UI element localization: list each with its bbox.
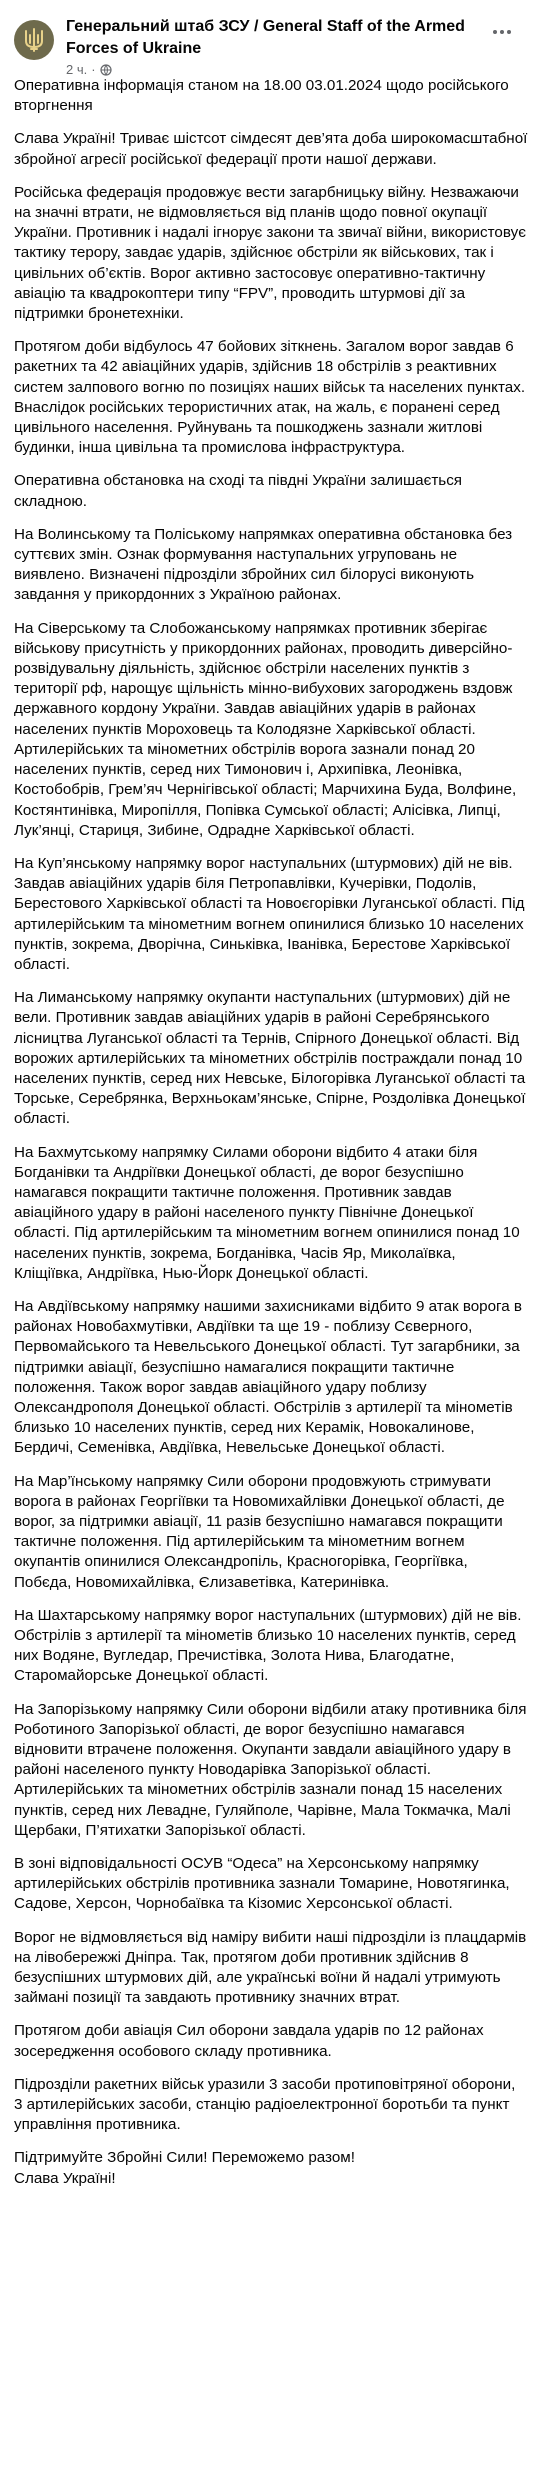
post-paragraph: Ворог не відмовляється від наміру вибити наші підрозділи із плацдармів на лівобережжі Дніпра. Так, протягом доби противник здійснив 8 безуспішних штурмових дій, але українські воїни й надалі утримують займані позиції та завдають противнику значних втрат. xyxy=(14,1928,527,2007)
more-options-button[interactable] xyxy=(486,16,518,48)
meta-separator: · xyxy=(91,62,96,77)
post-paragraph: На Мар’їнському напрямку Сили оборони продовжують стримувати ворога в районах Георгіївки та Новомихайлівки Донецької області, де ворог, за підтримки авіації, 11 разів безуспішно намагався покращити тактичне положення. Під артилерійським та мінометним вогнем окупантів опинилися Олександропіль, Красногорівка, Георгіївка, Побєда, Новомихайлівка, Єлизаветівка, Катеринівка. xyxy=(14,1472,505,1591)
post-paragraph: На Авдіївському напрямку нашими захисниками відбито 9 атак ворога в районах Новобахмутівки, Авдіївки та ще 19 - поблизу Сєверного, Первомайського та Невельського Донецької області. Тут загарбники, за підтримки авіації, безуспішно намагалися покращити тактичне положення. Також ворог завдав авіаційного удару поблизу Олександрополя Донецької області. Обстрілів з артилерії та мінометів близько 10 населених пунктів, серед них Керамік, Новокалинове, Бердичі, Семенівка, Авдіївка, Невельське Донецької області. xyxy=(14,1297,522,1457)
post-paragraph: На Куп’янському напрямку ворог наступальних (штурмових) дій не вів. Завдав авіаційних ударів біля Петропавлівки, Кучерівки, Подолів, Берестового Харківської області та Новоєгорівки Луганської області. Під артилерійським та мінометним вогнем опинилися близько 10 населених пунктів, зокрема, Дворічна, Синьківка, Іванівка, Берестове Харківської області. xyxy=(14,854,525,973)
post-paragraph: На Шахтарському напрямку ворог наступальних (штурмових) дій не вів. Обстрілів з артилерії та мінометів близько 10 населених пунктів, серед них Водяне, Вугледар, Пречистівка, Золота Нива, Благодатне, Старомайорське Донецької області. xyxy=(14,1606,522,1685)
post-paragraph: Протягом доби авіація Сил оборони завдала ударів по 12 районах зосередження особового складу противника. xyxy=(14,2022,484,2060)
post-paragraph: Російська федерація продовжує вести загарбницьку війну. Незважаючи на значні втрати, не відмовляється від планів щодо повної окупації України. Противник і надалі ігнорує закони та звичаї війни, використовує тактику терору, завдає ударів, здійснює обстріли як військових, так і цивільних об’єктів. Ворог активно застосовує оперативно-тактичну авіацію та квадрокоптери типу “FPV”, проводить штурмові дії за підтримки бронетехніки. xyxy=(14,183,526,323)
post-paragraph: На Волинському та Поліському напрямках оперативна обстановка без суттєвих змін. Ознак формування наступальних угруповань не виявлено. Визначені підрозділи збройних сил білорусі виконують завдання у прикордонних з Україною районах. xyxy=(14,525,513,604)
post-time[interactable]: 2 ч. xyxy=(66,62,88,77)
post-paragraph: Підрозділи ракетних військ уразили 3 засоби протиповітряної оборони, 3 артилерійських засоби, станцію радіоелектронної боротьби та пункт управління противника. xyxy=(14,2075,516,2134)
post-paragraph: Протягом доби відбулось 47 бойових зіткнень. Загалом ворог завдав 6 ракетних та 42 авіаційних ударів, здійснив 18 обстрілів з реактивних систем залпового вогню по позиціях наших військ та населених пунктах. Внаслідок російських терористичних атак, на жаль, є поранені серед цивільного населення. Руйнувань та пошкоджень зазнали житлові будинки, інша цивільна та промислова інфраструктура. xyxy=(14,338,526,457)
post-paragraph: Підтримуйте Збройні Сили! Переможемо разом! Слава Україні! xyxy=(14,2149,355,2187)
post-paragraph: Оперативна обстановка на сході та півдні України залишається складною. xyxy=(14,472,463,510)
author-block xyxy=(66,16,476,77)
post-paragraph: На Сіверському та Слобожанському напрямках противник зберігає військову присутність у прикордонних районах, проводить диверсійно-розвідувальну діяльність, здійснює обстріли населених пунктів з території рф, нарощує щільність мінно-вибухових загороджень вздовж державного кордону України. Завдав авіаційних ударів в районах населених пунктів Мороховець та Колодязне Харківської області. Артилерійських та мінометних обстрілів ворога зазнали понад 20 населених пунктів, серед них Тимонович і, Архипівка, Леонівка, Костобобрів, Грем’яч Чернігівської області; Марчихина Буда, Волфине, Костянтинівка, Миропілля, Попівка Сумської області; Алісівка, Липці, Лук’янці, Стариця, Зибине, Одрадне Харківської області. xyxy=(14,619,517,839)
post-paragraph: На Лиманському напрямку окупанти наступальних (штурмових) дій не вели. Противник завдав авіаційних ударів в районі Серебрянського лісництва Луганської області та Тернів, Спірного Донецької області. Від ворожих артилерійських та мінометних обстрілів постраждали понад 10 населених пунктів, серед них Невське, Білогорівка Луганської області та Торське, Серебрянка, Верхньокам’янське, Спірне, Роздолівка Донецької області. xyxy=(14,989,526,1128)
post-meta xyxy=(66,62,476,77)
trident-emblem-icon xyxy=(21,27,47,53)
page-avatar[interactable] xyxy=(14,20,54,60)
author-name[interactable]: Генеральний штаб ЗСУ / General Staff of the Armed Forces of Ukraine xyxy=(66,18,465,57)
post-body xyxy=(14,76,532,2189)
post-paragraph: Оперативна інформація станом на 18.00 03.01.2024 щодо російського вторгнення xyxy=(14,77,509,115)
post-paragraph: В зоні відповідальності ОСУВ “Одеса” на Херсонському напрямку артилерійських обстрілів противника зазнали Томарине, Новотягинка, Садове, Херсон, Чорнобаївка та Кізомис Херсонської області. xyxy=(14,1855,510,1913)
post-paragraph: На Бахмутському напрямку Силами оборони відбито 4 атаки біля Богданівки та Андріївки Донецької області, де ворог безуспішно намагався покращити тактичне положення. Противник завдав авіаційного удару в районі населеного пункту Північне Донецької області. Під артилерійським та мінометним вогнем опинилися понад 10 населених пунктів, зокрема, Богданівка, Часів Яр, Миколаївка, Кліщіївка, Андріївка, Нью-Йорк Донецької області. xyxy=(14,1143,520,1282)
post-header xyxy=(14,0,532,76)
more-options-icon xyxy=(492,29,512,35)
post-paragraph: Слава Україні! Триває шістсот сімдесят дев’ята доба широкомасштабної збройної агресії російської федерації проти нашої держави. xyxy=(14,130,528,168)
globe-icon xyxy=(100,64,112,76)
post-paragraph: На Запорізькому напрямку Сили оборони відбили атаку противника біля Роботиного Запорізької області, де ворог безуспішно намагався відновити втрачене положення. Окупанти завдали авіаційного удару в районі населеного пункту Новодарівка Запорізької області. Артилерійських та мінометних обстрілів зазнали понад 15 населених пунктів, серед них Левадне, Гуляйполе, Чарівне, Мала Токмачка, Малі Щербаки, П’ятихатки Запорізької області. xyxy=(14,1700,527,1839)
